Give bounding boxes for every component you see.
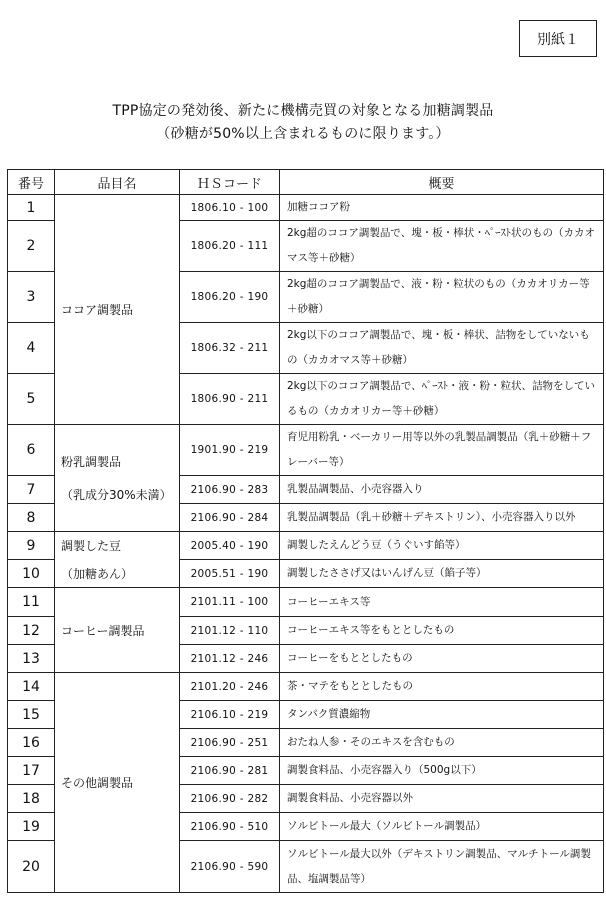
hs-code: 2101.11 - 100 bbox=[180, 588, 280, 617]
hs-code: 2005.40 - 190 bbox=[180, 532, 280, 560]
description: 調製食料品、小売容器以外 bbox=[280, 785, 604, 813]
description: 育児用粉乳・ベーカリー用等以外の乳製品調製品（乳＋砂糖＋フレーバー等） bbox=[280, 425, 604, 476]
hs-code: 2106.90 - 590 bbox=[180, 841, 280, 893]
group-coffee bbox=[55, 588, 180, 673]
hs-code: 1806.90 - 211 bbox=[180, 374, 280, 425]
row-number: 19 bbox=[8, 813, 55, 841]
hs-code: 2101.12 - 246 bbox=[180, 645, 280, 673]
description: 2kg以下のココア調製品で、塊・板・棒状、詰物をしていないもの（カカオマス等＋砂糖） bbox=[280, 323, 604, 374]
row-number: 20 bbox=[8, 841, 55, 893]
description: 調製食料品、小売容器入り（500g以下） bbox=[280, 757, 604, 785]
group-name: 調製した豆 bbox=[61, 539, 122, 553]
row-number: 4 bbox=[8, 323, 55, 374]
description: コーヒーエキス等 bbox=[280, 588, 604, 617]
table-row bbox=[8, 425, 604, 476]
row-number: 2 bbox=[8, 221, 55, 272]
row-number: 7 bbox=[8, 476, 55, 504]
row-number: 8 bbox=[8, 504, 55, 532]
hs-code: 2005.51 - 190 bbox=[180, 560, 280, 588]
table-row bbox=[8, 532, 604, 560]
hs-code: 2106.90 - 510 bbox=[180, 813, 280, 841]
row-number: 9 bbox=[8, 532, 55, 560]
hs-code: 2101.12 - 110 bbox=[180, 617, 280, 645]
table-row bbox=[8, 195, 604, 221]
table-row bbox=[8, 673, 604, 701]
row-number: 13 bbox=[8, 645, 55, 673]
group-other bbox=[55, 673, 180, 893]
description: 2kg以下のココア調製品で、ﾍﾟｰｽﾄ・液・粉・粒状、詰物をしているもの（カカオリカー等＋砂糖） bbox=[280, 374, 604, 425]
description: 2kg超のココア調製品で、液・粉・粒状のもの（カカオリカー等＋砂糖） bbox=[280, 272, 604, 323]
description: ソルビトール最大（ソルビトール調製品） bbox=[280, 813, 604, 841]
row-number: 5 bbox=[8, 374, 55, 425]
hs-code: 1806.20 - 111 bbox=[180, 221, 280, 272]
row-number: 1 bbox=[8, 195, 55, 221]
hs-code: 1806.32 - 211 bbox=[180, 323, 280, 374]
row-number: 17 bbox=[8, 757, 55, 785]
description: 調製したささげ又はいんげん豆（餡子等） bbox=[280, 560, 604, 588]
description: コーヒーエキス等をもととしたもの bbox=[280, 617, 604, 645]
hs-code: 2106.10 - 219 bbox=[180, 701, 280, 729]
hs-code: 2106.90 - 281 bbox=[180, 757, 280, 785]
document-title: TPP協定の発効後、新たに機構売買の対象となる加糖調製品 bbox=[112, 103, 494, 119]
group-name: ココア調製品 bbox=[61, 303, 134, 317]
description: 乳製品調製品、小売容器入り bbox=[280, 476, 604, 504]
group-note: （加糖あん） bbox=[61, 567, 134, 581]
document-subtitle: （砂糖が50%以上含まれるものに限ります。） bbox=[156, 126, 450, 142]
row-number: 14 bbox=[8, 673, 55, 701]
row-number: 15 bbox=[8, 701, 55, 729]
row-number: 3 bbox=[8, 272, 55, 323]
description: 茶・マテをもととしたもの bbox=[280, 673, 604, 701]
description: タンパク質濃縮物 bbox=[280, 701, 604, 729]
group-milk bbox=[55, 425, 180, 532]
annex-label: 別紙１ bbox=[519, 20, 597, 57]
hs-code: 1806.10 - 100 bbox=[180, 195, 280, 221]
header-number: 番号 bbox=[8, 170, 55, 195]
description: 乳製品調製品（乳＋砂糖＋デキストリン）、小売容器入り以外 bbox=[280, 504, 604, 532]
description: 加糖ココア粉 bbox=[280, 195, 604, 221]
group-beans bbox=[55, 532, 180, 588]
description: ソルビトール最大以外（デキストリン調製品、マルチトール調製品、塩調製品等） bbox=[280, 841, 604, 893]
hs-code: 1806.20 - 190 bbox=[180, 272, 280, 323]
row-number: 16 bbox=[8, 729, 55, 757]
group-name: 粉乳調製品 bbox=[61, 455, 122, 469]
hs-code: 2106.90 - 283 bbox=[180, 476, 280, 504]
description: コーヒーをもととしたもの bbox=[280, 645, 604, 673]
row-number: 6 bbox=[8, 425, 55, 476]
description: おたね人参・そのエキスを含むもの bbox=[280, 729, 604, 757]
description: 2kg超のココア調製品で、塊・板・棒状・ﾍﾟｰｽﾄ状のもの（カカオマス等＋砂糖） bbox=[280, 221, 604, 272]
hs-code: 2106.90 - 251 bbox=[180, 729, 280, 757]
group-note: （乳成分30%未満） bbox=[61, 488, 172, 502]
row-number: 18 bbox=[8, 785, 55, 813]
products-table bbox=[7, 169, 604, 893]
table-row bbox=[8, 588, 604, 617]
hs-code: 2106.90 - 282 bbox=[180, 785, 280, 813]
row-number: 10 bbox=[8, 560, 55, 588]
table-header-row bbox=[8, 170, 604, 195]
header-item-name: 品目名 bbox=[55, 170, 180, 195]
description: 調製したえんどう豆（うぐいす餡等） bbox=[280, 532, 604, 560]
row-number: 11 bbox=[8, 588, 55, 617]
group-name: コーヒー調製品 bbox=[61, 623, 145, 638]
hs-code: 1901.90 - 219 bbox=[180, 425, 280, 476]
header-hs-code: ＨＳコード bbox=[180, 170, 280, 195]
header-description: 概要 bbox=[280, 170, 604, 195]
group-cocoa bbox=[55, 195, 180, 425]
hs-code: 2101.20 - 246 bbox=[180, 673, 280, 701]
row-number: 12 bbox=[8, 617, 55, 645]
group-name: その他調製品 bbox=[61, 776, 134, 790]
hs-code: 2106.90 - 284 bbox=[180, 504, 280, 532]
